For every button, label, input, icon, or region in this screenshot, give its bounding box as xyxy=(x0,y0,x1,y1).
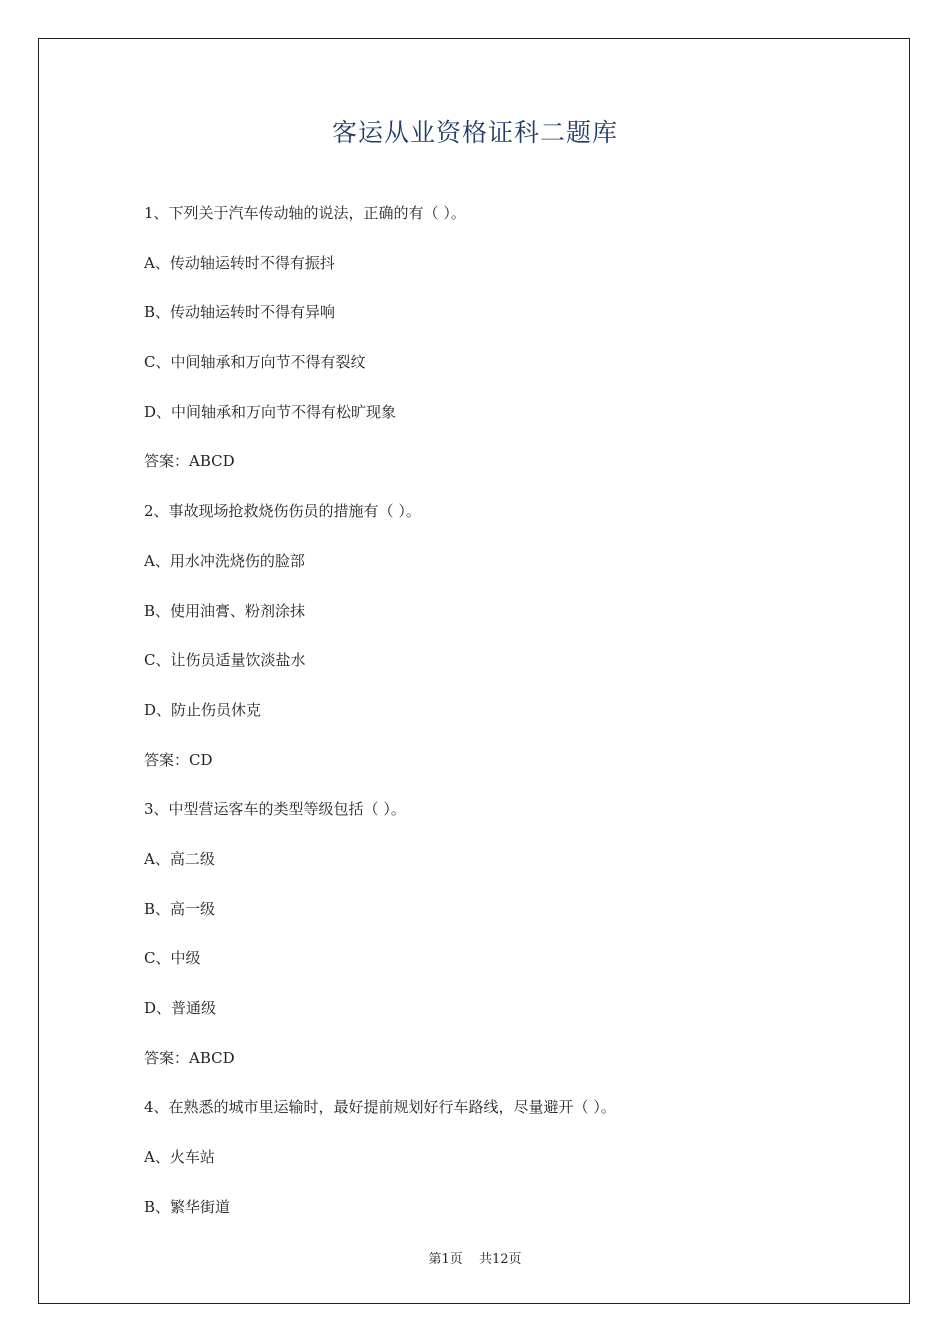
option-line: C、中间轴承和万向节不得有裂纹 xyxy=(144,353,366,372)
option-line: D、防止伤员休克 xyxy=(144,700,262,719)
page-footer xyxy=(0,1248,950,1267)
answer-line: 答案：ABCD xyxy=(144,1048,235,1067)
answer-line: 答案：CD xyxy=(144,750,213,769)
option-line: C、中级 xyxy=(144,949,201,968)
option-line: B、繁华街道 xyxy=(144,1197,231,1216)
page-number: 第1页 xyxy=(428,1252,463,1267)
option-line: A、用水冲洗烧伤的脸部 xyxy=(144,551,305,570)
page-total: 共12页 xyxy=(478,1252,522,1267)
option-line: B、使用油膏、粉剂涂抹 xyxy=(144,601,306,620)
option-line: A、传动轴运转时不得有振抖 xyxy=(144,253,335,272)
option-line: C、让伤员适量饮淡盐水 xyxy=(144,651,306,670)
answer-line: 答案：ABCD xyxy=(144,452,235,471)
question-list xyxy=(144,201,884,1244)
option-line: A、高二级 xyxy=(144,849,215,868)
option-line: D、普通级 xyxy=(144,999,217,1017)
option-line: A、火车站 xyxy=(144,1148,215,1167)
option-line: B、传动轴运转时不得有异响 xyxy=(144,303,336,322)
option-line: B、高一级 xyxy=(144,899,216,918)
question-line: 2、事故现场抢救烧伤伤员的措施有（ ）。 xyxy=(144,502,421,521)
question-line: 4、在熟悉的城市里运输时，最好提前规划好行车路线，尽量避开（ ）。 xyxy=(144,1098,616,1117)
document-title: 客运从业资格证科二题库 xyxy=(331,118,618,147)
question-line: 1、下列关于汽车传动轴的说法，正确的有（ ）。 xyxy=(144,204,466,222)
question-line: 3、中型营运客车的类型等级包括（ ）。 xyxy=(144,800,406,819)
option-line: D、中间轴承和万向节不得有松旷现象 xyxy=(144,402,397,421)
